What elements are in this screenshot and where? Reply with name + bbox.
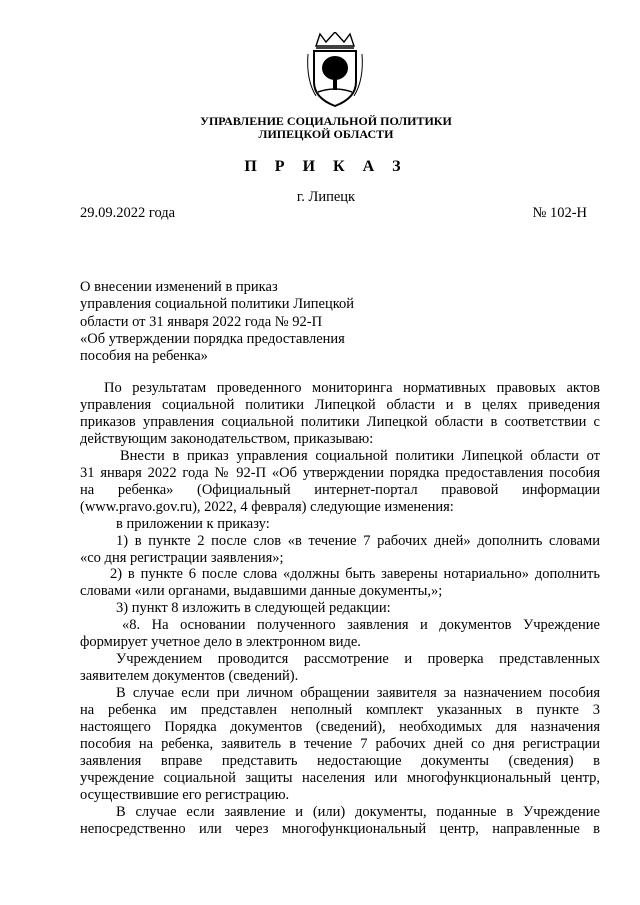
body-line: (www.pravo.gov.ru), 2022, 4 февраля) следующие изменения: — [80, 498, 454, 515]
document-city: г. Липецк — [296, 189, 356, 205]
organization-name-line1: УПРАВЛЕНИЕ СОЦИАЛЬНОЙ ПОЛИТИКИ — [200, 114, 452, 128]
body-line: «8. На основании полученного заявления и документов Учреждение — [122, 617, 600, 634]
body-line: 3) пункт 8 изложить в следующей редакции: — [116, 600, 391, 617]
document-number: № 102-Н — [532, 205, 587, 221]
body-line: Внести в приказ управления социальной политики Липецкой области от — [120, 447, 600, 464]
body-line: учреждение социальной защиты населения или многофункциональный центр, — [80, 769, 600, 786]
subject-line: области от 31 января 2022 года № 92-П — [80, 313, 323, 330]
document-body — [80, 380, 600, 838]
subject-line: «Об утверждении порядка предоставления — [80, 330, 345, 347]
body-line: В случае если заявление и (или) документы, поданные в Учреждение — [116, 803, 600, 820]
body-line: приказов управления социальной политики Липецкой области в соответствии с — [80, 413, 600, 430]
body-line: управления социальной политики Липецкой области и в целях приведения — [80, 396, 600, 413]
body-line: действующим законодательством, приказываю: — [80, 430, 374, 447]
body-line: пособия на ребенка, заявитель в течение 7 рабочих дней со дня регистрации — [80, 736, 600, 753]
body-line: словами «или органами, выдавшими данные документы,»; — [80, 583, 443, 600]
body-line: В случае если при личном обращении заявителя за назначением пособия — [116, 685, 600, 702]
body-line: на ребенка» (Официальный интернет-портал правовой информации — [80, 481, 600, 498]
organization-name-line2: ЛИПЕЦКОЙ ОБЛАСТИ — [258, 127, 394, 141]
body-line: на ребенка им представлен неполный комплект указанных в пункте 3 — [80, 702, 600, 719]
document-subject — [80, 279, 400, 365]
body-line: «со дня регистрации заявления»; — [80, 549, 284, 566]
body-line: Учреждением проводится рассмотрение и проверка представленных — [116, 651, 600, 668]
document-type-title: П Р И К А З — [244, 158, 408, 175]
body-line: По результатам проведенного мониторинга нормативных правовых актов — [104, 380, 600, 396]
body-line: в приложении к приказу: — [116, 515, 270, 532]
document-date: 29.09.2022 года — [80, 205, 176, 221]
body-line: 31 января 2022 года № 92-П «Об утверждении порядка предоставления пособия — [80, 464, 600, 481]
subject-line: О внесении изменений в приказ — [80, 279, 278, 295]
subject-line: управления социальной политики Липецкой — [80, 296, 355, 313]
subject-line: пособия на ребенка» — [80, 348, 208, 365]
body-line: 1) в пункте 2 после слов «в течение 7 рабочих дней» дополнить словами — [116, 532, 600, 549]
body-line: осуществившие его регистрацию. — [80, 786, 290, 803]
body-line: 2) в пункте 6 после слова «должны быть заверены нотариально» дополнить — [110, 566, 600, 583]
body-line: заявления вправе представить недостающие документы (сведения) в — [80, 752, 600, 769]
coat-of-arms-emblem — [302, 32, 368, 110]
body-line: настоящего Порядка документов (сведений), необходимых для назначения — [80, 719, 600, 736]
body-line: заявителем документов (сведений). — [80, 668, 299, 685]
body-line: формирует учетное дело в электронном виде. — [80, 634, 361, 651]
body-line: непосредственно или через многофункциональный центр, направленные в — [80, 820, 600, 837]
